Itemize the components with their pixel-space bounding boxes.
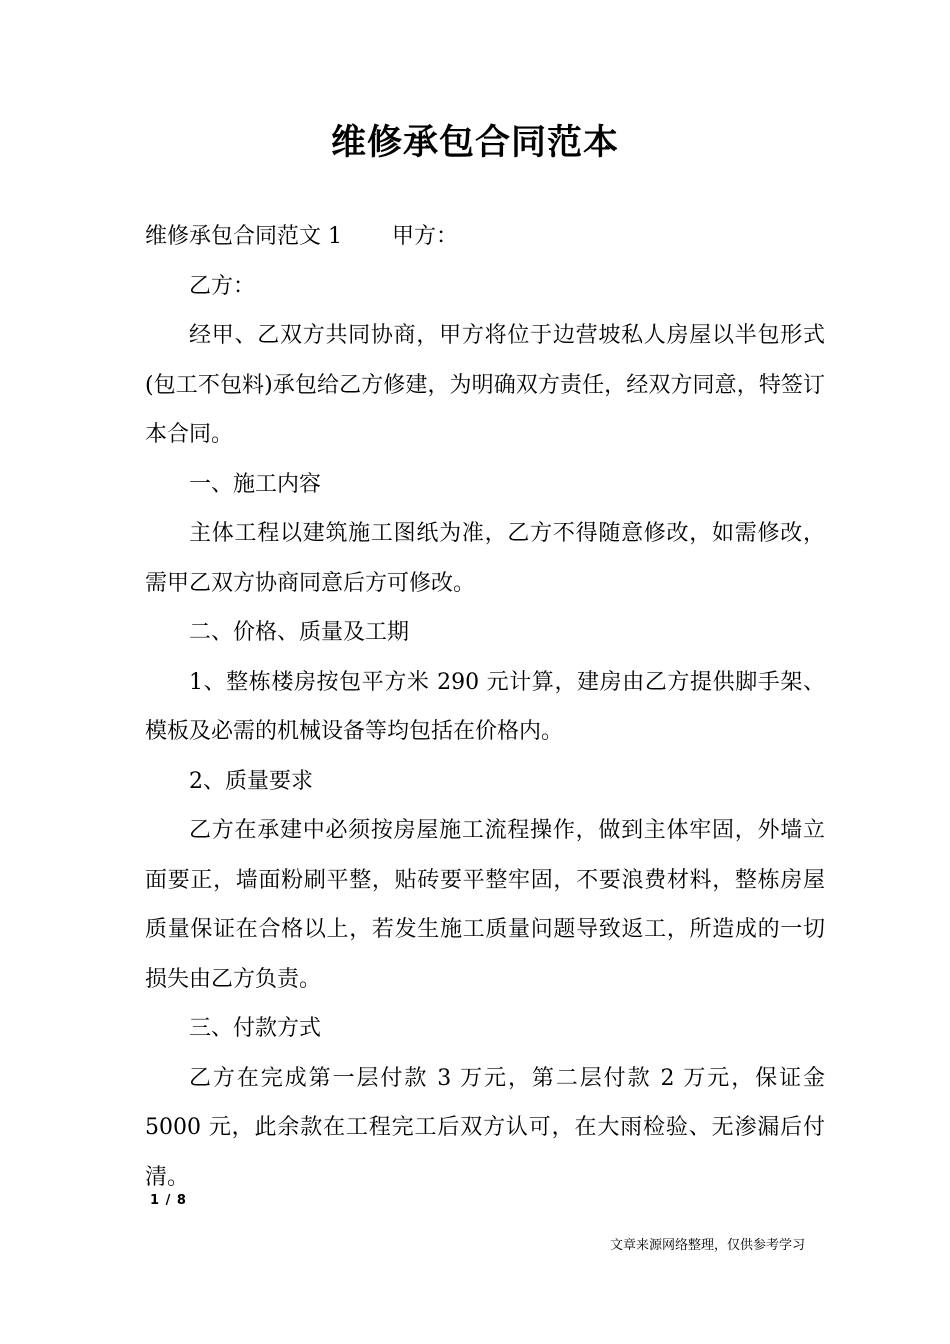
party-b-label: 乙方： [189, 273, 256, 299]
paragraph-quality: 乙方在承建中必须按房屋施工流程操作，做到主体牢固，外墙立面要正，墙面粉刷平整，贴砖要平整牢固，不要浪费材料，整栋房屋质量保证在合格以上，若发生施工质量问题导致返工，所造成的一切损失由乙方负责。 [145, 818, 825, 992]
section-heading-construction: 一、施工内容 [189, 471, 322, 497]
party-a-label: 甲方： [392, 224, 459, 249]
contract-heading-line [145, 212, 825, 262]
page-indicator: 1 / 8 [150, 1193, 187, 1208]
document-title: 维修承包合同范本 [330, 122, 619, 163]
contract-subheading: 维修承包合同范文 1 [145, 224, 342, 249]
section-heading-price-quality: 二、价格、质量及工期 [189, 620, 410, 645]
paragraph-price: 1、整栋楼房按包平方米 290 元计算，建房由乙方提供脚手架、模板及必需的机械设备等均包括在价格内。 [145, 669, 825, 744]
section-heading-payment: 三、付款方式 [189, 1016, 322, 1041]
document-body [145, 212, 825, 1202]
paragraph-intro: 经甲、乙双方共同协商，甲方将位于边营坡私人房屋以半包形式(包工不包料)承包给乙方修建，为明确双方责任，经双方同意，特签订本合同。 [145, 323, 825, 447]
paragraph-construction: 主体工程以建筑施工图纸为准，乙方不得随意修改，如需修改，需甲乙双方协商同意后方可修改。 [145, 521, 825, 596]
subheading-quality: 2、质量要求 [189, 768, 313, 794]
paragraph-payment: 乙方在完成第一层付款 3 万元，第二层付款 2 万元，保证金 5000 元，此余款在工程完工后双方认可，在大雨检验、无渗漏后付清。 [145, 1065, 825, 1190]
source-note: 文章来源网络整理，仅供参考学习 [609, 1238, 805, 1253]
